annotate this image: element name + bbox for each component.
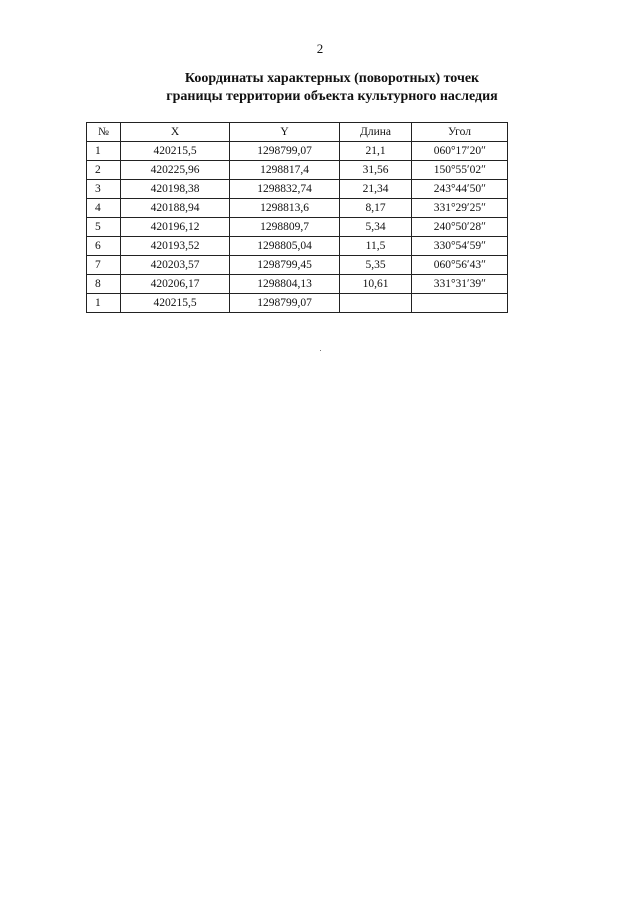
table-row — [87, 275, 508, 294]
cell-x: 420193,52 — [121, 237, 230, 256]
cell-length: 5,35 — [340, 256, 412, 275]
header-number: № — [87, 123, 121, 142]
header-x: X — [121, 123, 230, 142]
cell-angle: 243°44ʹ50ʺ — [412, 180, 508, 199]
cell-y: 1298799,45 — [230, 256, 340, 275]
cell-number: 4 — [87, 199, 121, 218]
table-row — [87, 199, 508, 218]
cell-number: 1 — [87, 294, 121, 313]
table-row — [87, 218, 508, 237]
page-number: 2 — [316, 41, 324, 56]
cell-number: 6 — [87, 237, 121, 256]
cell-y: 1298805,04 — [230, 237, 340, 256]
cell-x: 420206,17 — [121, 275, 230, 294]
cell-angle — [412, 294, 508, 313]
cell-number: 7 — [87, 256, 121, 275]
cell-y: 1298832,74 — [230, 180, 340, 199]
cell-number: 1 — [87, 142, 121, 161]
cell-angle: 060°17ʹ20ʺ — [412, 142, 508, 161]
header-angle: Угол — [412, 123, 508, 142]
cell-y: 1298799,07 — [230, 142, 340, 161]
title-line-2: границы территории объекта культурного наследия — [166, 89, 498, 104]
table-row — [87, 142, 508, 161]
cell-x: 420196,12 — [121, 218, 230, 237]
document-title — [0, 70, 640, 106]
cell-x: 420188,94 — [121, 199, 230, 218]
table-body — [87, 142, 508, 313]
cell-number: 5 — [87, 218, 121, 237]
table-row — [87, 294, 508, 313]
cell-length: 31,56 — [340, 161, 412, 180]
cell-x: 420215,5 — [121, 294, 230, 313]
table-row — [87, 161, 508, 180]
cell-angle: 060°56ʹ43ʺ — [412, 256, 508, 275]
cell-length: 10,61 — [340, 275, 412, 294]
coordinates-table — [86, 122, 508, 313]
table-row — [87, 237, 508, 256]
cell-length: 11,5 — [340, 237, 412, 256]
table-row — [87, 180, 508, 199]
cell-y: 1298804,13 — [230, 275, 340, 294]
scan-speck — [320, 350, 321, 351]
cell-angle: 330°54ʹ59ʺ — [412, 237, 508, 256]
cell-number: 3 — [87, 180, 121, 199]
cell-y: 1298817,4 — [230, 161, 340, 180]
cell-y: 1298813,6 — [230, 199, 340, 218]
cell-angle: 331°29ʹ25ʺ — [412, 199, 508, 218]
title-line-1: Координаты характерных (поворотных) точек — [184, 71, 480, 86]
cell-number: 2 — [87, 161, 121, 180]
cell-x: 420215,5 — [121, 142, 230, 161]
cell-x: 420203,57 — [121, 256, 230, 275]
cell-angle: 150°55ʹ02ʺ — [412, 161, 508, 180]
table-header-row — [87, 123, 508, 142]
cell-length: 21,34 — [340, 180, 412, 199]
header-length: Длина — [340, 123, 412, 142]
cell-length: 21,1 — [340, 142, 412, 161]
cell-angle: 240°50ʹ28ʺ — [412, 218, 508, 237]
cell-angle: 331°31ʹ39ʺ — [412, 275, 508, 294]
cell-y: 1298809,7 — [230, 218, 340, 237]
cell-number: 8 — [87, 275, 121, 294]
cell-x: 420225,96 — [121, 161, 230, 180]
cell-y: 1298799,07 — [230, 294, 340, 313]
cell-length — [340, 294, 412, 313]
cell-length: 8,17 — [340, 199, 412, 218]
table-row — [87, 256, 508, 275]
header-y: Y — [230, 123, 340, 142]
cell-length: 5,34 — [340, 218, 412, 237]
cell-x: 420198,38 — [121, 180, 230, 199]
